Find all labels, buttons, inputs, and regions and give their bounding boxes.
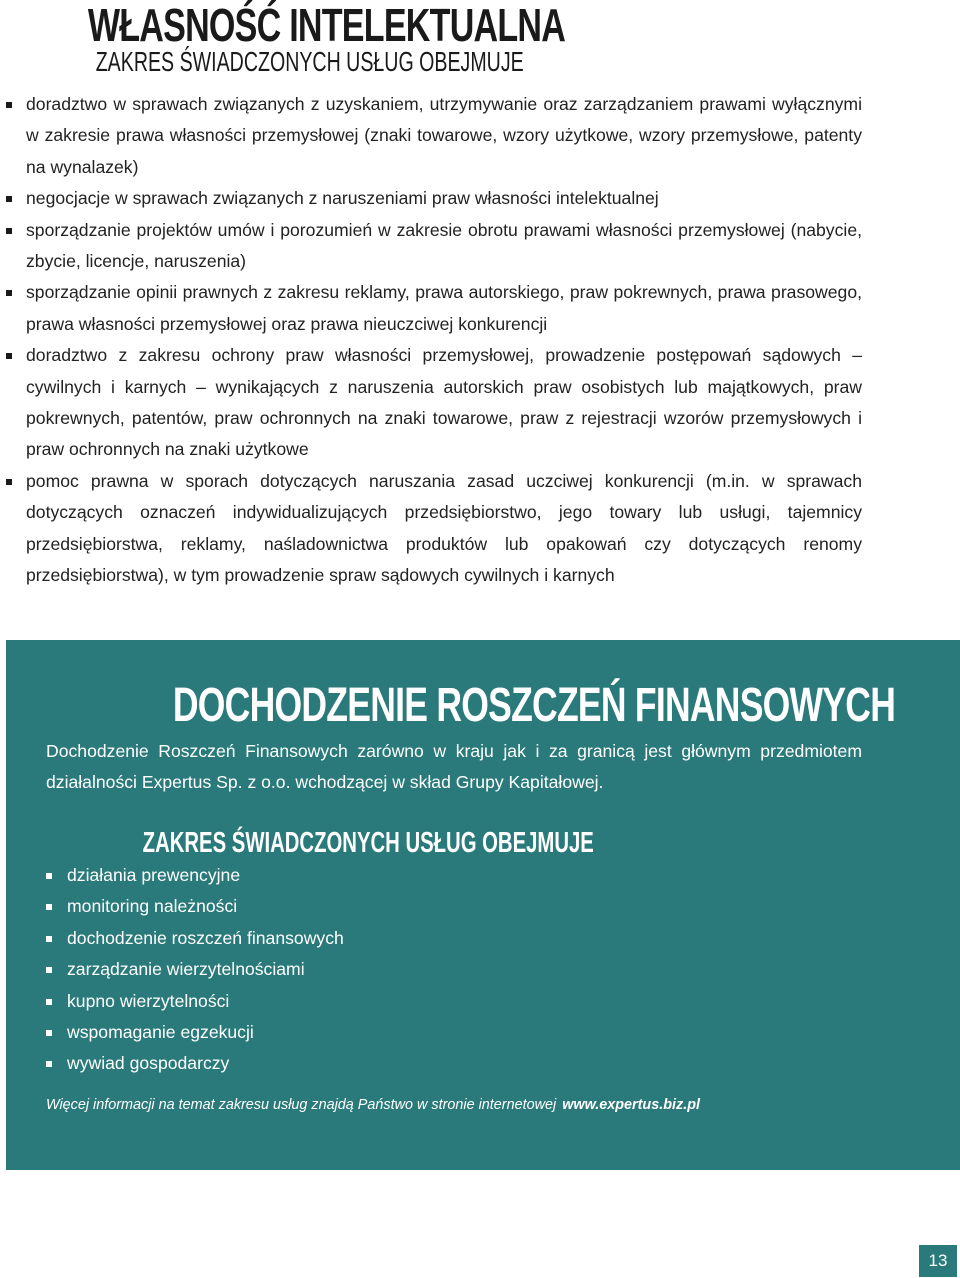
page-number: 13 bbox=[919, 1245, 957, 1277]
section-title-ip: WŁASNOŚĆ INTELEKTUALNA bbox=[87, 0, 566, 51]
list-item: dochodzenie roszczeń finansowych bbox=[46, 923, 344, 954]
info-text: Więcej informacji na temat zakresu usług znajdą Państwo w stronie internetowej bbox=[46, 1097, 557, 1113]
list-item: wspomaganie egzekucji bbox=[46, 1017, 344, 1048]
section-title-debt: DOCHODZENIE ROSZCZEŃ FINANSOWYCH bbox=[172, 679, 896, 732]
list-item: sporządzanie projektów umów i porozumień w zakresie obrotu prawami własności przemysłowej (nabycie, zbycie, licencje, naruszenia) bbox=[0, 215, 862, 278]
list-item: doradztwo w sprawach związanych z uzyskaniem, utrzymywanie oraz zarządzaniem prawami wyłącznymi w zakresie prawa własności przemysłowej (znaki towarowe, wzory użytkowe, wzory przemysłowe, patenty na wynalazek) bbox=[0, 89, 862, 183]
debt-collection-panel bbox=[6, 640, 960, 1170]
list-item: kupno wierzytelności bbox=[46, 986, 344, 1017]
list-item: wywiad gospodarczy bbox=[46, 1048, 344, 1079]
ip-services-list bbox=[0, 89, 862, 592]
list-item: doradztwo z zakresu ochrony praw własności przemysłowej, prowadzenie postępowań sądowych – cywilnych i karnych – wynikających z naruszenia autorskich praw osobistych lub majątkowych, praw pokrewnych, patentów, praw ochronnych na znaki towarowe, praw z rejestracji wzorów przemysłowych i praw ochronnych na znaki użytkowe bbox=[0, 340, 862, 466]
list-item: działania prewencyjne bbox=[46, 860, 344, 891]
list-item: monitoring należności bbox=[46, 891, 344, 922]
list-item: sporządzanie opinii prawnych z zakresu reklamy, prawa autorskiego, praw pokrewnych, prawa prasowego, prawa własności przemysłowej oraz prawa nieuczciwej konkurencji bbox=[0, 277, 862, 340]
website-link[interactable]: www.expertus.biz.pl bbox=[562, 1097, 700, 1113]
list-item: pomoc prawna w sporach dotyczących naruszania zasad uczciwej konkurencji (m.in. w sprawach dotyczących oznaczeń indywidualizujących przedsiębiorstwo, jego towary lub usługi, tajemnicy przedsiębiorstwa, reklamy, naśladownictwa produktów lub opakowań czy dotyczących renomy przedsiębiorstwa), w tym prowadzenie spraw sądowych cywilnych i karnych bbox=[0, 466, 862, 592]
section-description: Dochodzenie Roszczeń Finansowych zarówno w kraju jak i za granicą jest głównym przedmiotem działalności Expertus Sp. z o.o. wchodzącej w skład Grupy Kapitałowej. bbox=[46, 741, 862, 793]
debt-services-list bbox=[46, 860, 344, 1080]
info-note bbox=[46, 1097, 700, 1113]
list-item: zarządzanie wierzytelnościami bbox=[46, 954, 344, 985]
section-subtitle-ip: ZAKRES ŚWIADCZONYCH USŁUG OBEJMUJE bbox=[95, 46, 524, 77]
section-subtitle-debt: ZAKRES ŚWIADCZONYCH USŁUG OBEJMUJE bbox=[142, 827, 594, 859]
list-item: negocjacje w sprawach związanych z naruszeniami praw własności intelektualnej bbox=[0, 183, 862, 214]
